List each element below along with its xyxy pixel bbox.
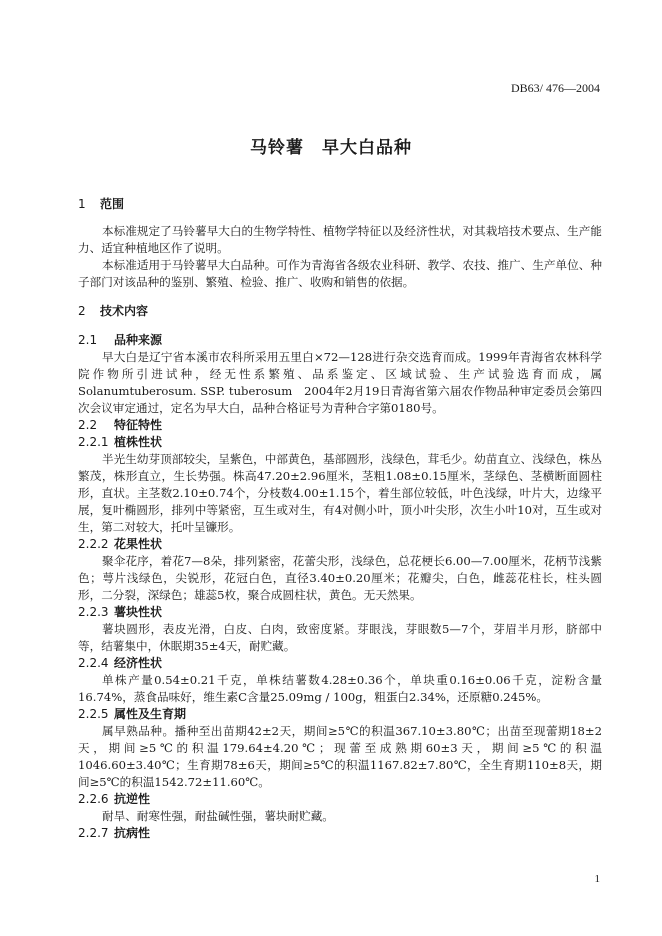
- subsection-title: 经济性状: [114, 656, 163, 670]
- document-title: 马铃薯 早大白品种: [250, 138, 412, 158]
- subsection-2-2-2-heading: [78, 536, 602, 553]
- section-1-heading: [78, 196, 602, 213]
- paragraph: 属早熟品种。播种至出苗期42±2天，期间≥5℃的积温367.10±3.80℃；出苗至现蕾期18±2天，期间≥5℃的积温179.64±4.20℃；现蕾至成熟期60±3天，期间≥5℃的积温1046.60±3.40℃；生育期78±6天，期间≥5℃的积温1167.82±7.80℃，全生育期110±8天，期间≥5℃的积温1542.72±11.60℃。: [78, 724, 602, 789]
- subsection-title: 特征特性: [114, 418, 163, 432]
- subsection-2-2-6-heading: [78, 791, 602, 808]
- subsection-number: 2.2.5: [78, 707, 109, 721]
- subsection-number: 2.2.7: [78, 826, 109, 840]
- document-body: [78, 196, 602, 842]
- document-code: DB63/ 476—2004: [510, 81, 600, 95]
- subsection-2-2-heading: [78, 417, 602, 434]
- section-2-heading: [78, 303, 602, 320]
- paragraph: 本标准适用于马铃薯早大白品种。可作为青海省各级农业科研、教学、农技、推广、生产单位、种子部门对该品种的鉴别、繁殖、检验、推广、收购和销售的依据。: [78, 258, 602, 289]
- paragraph: 早大白是辽宁省本溪市农科所采用五里白×72—128进行杂交选育而成。1999年青海省农林科学院作物所引进试种，经无性系繁殖、品系鉴定、区域试验、生产试验选育而成，属Solanumtuberosum. SSP. tuberosum 2004年2月19日青海省第六届农作物品种审定委员会第四次会议审定通过，定名为早大白，品种合格证号为青种合字第0180号。: [78, 350, 602, 415]
- subsection-2-2-3-heading: [78, 604, 602, 621]
- subsection-2-2-4-heading: [78, 655, 602, 672]
- section-title: 技术内容: [100, 304, 149, 318]
- section-title: 范围: [100, 197, 125, 211]
- subsection-number: 2.1: [78, 333, 98, 347]
- section-number: 1: [78, 197, 86, 211]
- page-number: 1: [594, 873, 600, 885]
- paragraph: 耐旱、耐寒性强，耐盐碱性强，薯块耐贮藏。: [102, 809, 334, 823]
- subsection-number: 2.2.3: [78, 605, 109, 619]
- subsection-title: 花果性状: [114, 537, 163, 551]
- paragraph: 薯块圆形，表皮光滑，白皮、白肉，致密度紧。芽眼浅，芽眼数5—7个，芽眉半月形，脐部中等，结薯集中，休眠期35±4天，耐贮藏。: [78, 622, 602, 653]
- subsection-title: 品种来源: [114, 333, 163, 347]
- subsection-title: 薯块性状: [114, 605, 163, 619]
- subsection-number: 2.2.4: [78, 656, 109, 670]
- paragraph: 单株产量0.54±0.21千克，单株结薯数4.28±0.36个，单块重0.16±0.06千克，淀粉含量16.74%，蒸食品味好，维生素C含量25.09mg / 100g，粗蛋白2.34%，还原糖0.245%。: [78, 673, 602, 704]
- subsection-number: 2.2: [78, 418, 98, 432]
- subsection-title: 抗逆性: [114, 792, 151, 806]
- paragraph: 聚伞花序，着花7—8朵，排列紧密，花蕾尖形，浅绿色，总花梗长6.00—7.00厘米，花柄节浅紫色；萼片浅绿色，尖锐形，花冠白色，直径3.40±0.20厘米；花瓣尖，白色，雌蕊花柱长，柱头圆形，二分裂，深绿色；雄蕊5枚，聚合成圆柱状，黄色。无天然果。: [78, 554, 602, 602]
- subsection-title: 抗病性: [114, 826, 151, 840]
- subsection-2-2-7-heading: [78, 825, 602, 842]
- paragraph: 本标准规定了马铃薯早大白的生物学特性、植物学特征以及经济性状，对其栽培技术要点、生产能力、适宜种植地区作了说明。: [78, 224, 602, 255]
- subsection-2-2-1-heading: [78, 434, 602, 451]
- subsection-number: 2.2.6: [78, 792, 109, 806]
- section-number: 2: [78, 304, 86, 318]
- subsection-number: 2.2.2: [78, 537, 109, 551]
- paragraph: 半光生幼芽顶部较尖，呈紫色，中部黄色，基部圆形，浅绿色，茸毛少。幼苗直立、浅绿色，株丛繁茂，株形直立，生长势强。株高47.20±2.96厘米，茎粗1.08±0.15厘米，茎绿色、茎横断面圆柱形，直状。主茎数2.10±0.74个，分枝数4.00±1.15个，着生部位较低，叶色浅绿，叶片大，边缘平展，复叶椭圆形，排列中等紧密，互生或对生，有4对侧小叶，顶小叶尖形，次生小叶10对，互生或对生，第二对较大，托叶呈镰形。: [78, 452, 602, 534]
- subsection-2-1-heading: [78, 332, 602, 349]
- subsection-title: 植株性状: [114, 435, 163, 449]
- subsection-2-2-5-heading: [78, 706, 602, 723]
- subsection-title: 属性及生育期: [114, 707, 187, 721]
- subsection-number: 2.2.1: [78, 435, 109, 449]
